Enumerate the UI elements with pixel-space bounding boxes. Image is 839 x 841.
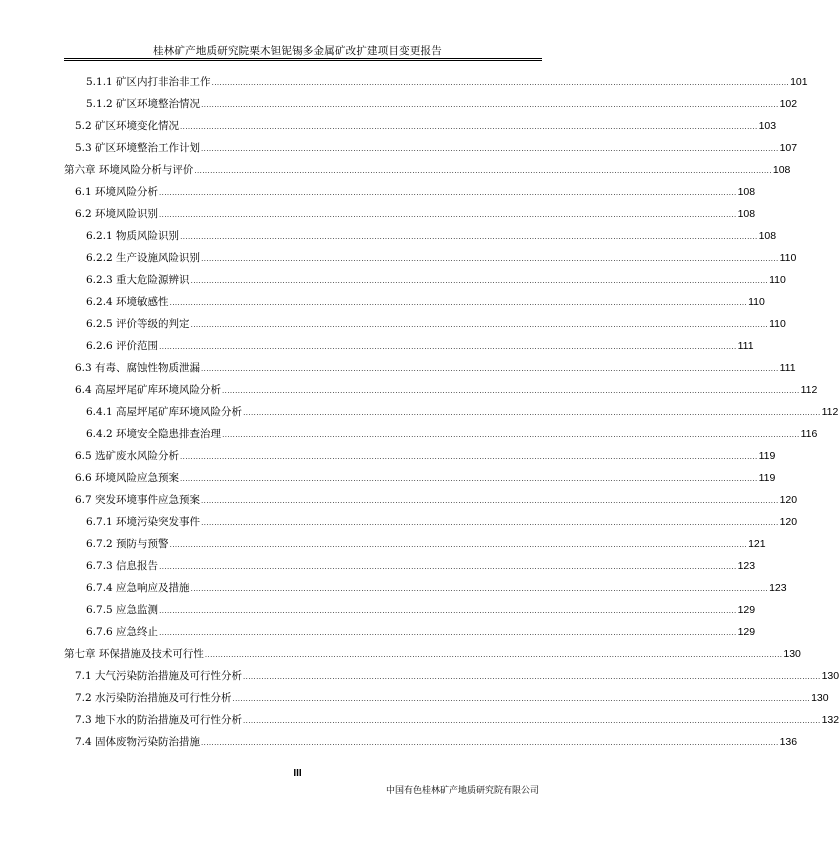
toc-entry-page: 102 bbox=[779, 98, 798, 110]
toc-entry-page: 110 bbox=[769, 318, 786, 330]
toc-entry-page: 129 bbox=[737, 604, 756, 616]
toc-leader-dots: ............................................................................................................................................................................................................................ bbox=[180, 233, 758, 241]
toc-entry[interactable] bbox=[86, 404, 839, 418]
header-divider-thin bbox=[64, 60, 542, 61]
toc-entry[interactable] bbox=[86, 294, 765, 308]
toc-leader-dots: ............................................................................................................................................................................................................................ bbox=[243, 409, 821, 417]
toc-leader-dots: ............................................................................................................................................................................................................................ bbox=[201, 255, 779, 263]
toc-entry-page: 123 bbox=[769, 582, 787, 594]
toc-leader-dots: ............................................................................................................................................................................................................................ bbox=[194, 167, 772, 175]
toc-entry-page: 110 bbox=[769, 274, 786, 286]
toc-entry-label: 6.7.2 预防与预警 bbox=[86, 538, 169, 550]
header-divider bbox=[64, 58, 542, 59]
toc-leader-dots: ............................................................................................................................................................................................................................ bbox=[159, 629, 737, 637]
toc-entry-label: 第七章 环保措施及技术可行性 bbox=[64, 648, 204, 660]
toc-entry-page: 108 bbox=[758, 230, 777, 242]
toc-entry-label: 5.2 矿区环境变化情况 bbox=[75, 120, 180, 132]
toc-entry-label: 6.2.1 物质风险识别 bbox=[86, 230, 180, 242]
toc-entry-label: 6.7.1 环境污染突发事件 bbox=[86, 516, 201, 528]
toc-entry-label: 7.4 固体废物污染防治措施 bbox=[75, 736, 201, 748]
toc-entry-page: 103 bbox=[758, 120, 777, 132]
toc-leader-dots: ............................................................................................................................................................................................................................ bbox=[180, 453, 758, 461]
toc-entry-label: 6.2.2 生产设施风险识别 bbox=[86, 252, 201, 264]
toc-entry-label: 6.2 环境风险识别 bbox=[75, 208, 159, 220]
toc-entry[interactable] bbox=[75, 140, 798, 154]
toc-leader-dots: ............................................................................................................................................................................................................................ bbox=[159, 211, 737, 219]
toc-leader-dots: ............................................................................................................................................................................................................................ bbox=[180, 475, 758, 483]
toc-entry[interactable] bbox=[86, 426, 818, 440]
toc-leader-dots: ............................................................................................................................................................................................................................ bbox=[232, 695, 811, 703]
toc-entry-label: 6.2.3 重大危险源辨识 bbox=[86, 274, 190, 286]
toc-entry-page: 119 bbox=[758, 472, 776, 484]
toc-entry[interactable] bbox=[75, 184, 756, 198]
toc-entry-page: 130 bbox=[821, 670, 839, 682]
toc-entry-label: 6.5 选矿废水风险分析 bbox=[75, 450, 180, 462]
toc-entry[interactable] bbox=[75, 206, 756, 220]
toc-entry[interactable] bbox=[64, 162, 791, 176]
toc-leader-dots: ............................................................................................................................................................................................................................ bbox=[201, 365, 779, 373]
toc-entry-page: 112 bbox=[821, 406, 839, 418]
toc-entry[interactable] bbox=[86, 514, 798, 528]
toc-entry-page: 108 bbox=[737, 186, 756, 198]
toc-entry-page: 108 bbox=[737, 208, 756, 220]
toc-entry-page: 112 bbox=[800, 384, 818, 396]
toc-leader-dots: ............................................................................................................................................................................................................................ bbox=[243, 673, 821, 681]
toc-entry-label: 7.3 地下水的防治措施及可行性分析 bbox=[75, 714, 243, 726]
toc-leader-dots: ............................................................................................................................................................................................................................ bbox=[159, 189, 737, 197]
toc-entry[interactable] bbox=[75, 712, 839, 726]
toc-entry-page: 110 bbox=[748, 296, 765, 308]
toc-leader-dots: ............................................................................................................................................................................................................................ bbox=[211, 79, 790, 87]
toc-leader-dots: ............................................................................................................................................................................................................................ bbox=[190, 321, 769, 329]
toc-entry-label: 5.1.2 矿区环境整治情况 bbox=[86, 98, 201, 110]
page-number: III bbox=[293, 768, 302, 779]
toc-entry[interactable] bbox=[86, 602, 756, 616]
toc-entry-label: 6.7 突发环境事件应急预案 bbox=[75, 494, 201, 506]
toc-leader-dots: ............................................................................................................................................................................................................................ bbox=[201, 739, 779, 747]
toc-entry-label: 6.7.4 应急响应及措施 bbox=[86, 582, 190, 594]
toc-leader-dots: ............................................................................................................................................................................................................................ bbox=[159, 343, 737, 351]
toc-leader-dots: ............................................................................................................................................................................................................................ bbox=[169, 299, 748, 307]
toc-entry[interactable] bbox=[75, 448, 776, 462]
toc-leader-dots: ............................................................................................................................................................................................................................ bbox=[222, 431, 800, 439]
toc-entry-label: 6.2.5 评价等级的判定 bbox=[86, 318, 190, 330]
toc-entry-label: 6.4 高屋坪尾矿库环境风险分析 bbox=[75, 384, 222, 396]
header-title: 桂林矿产地质研究院栗木钽铌锡多金属矿改扩建项目变更报告 bbox=[153, 45, 442, 57]
toc-entry-label: 6.3 有毒、腐蚀性物质泄漏 bbox=[75, 362, 201, 374]
toc-entry[interactable] bbox=[75, 382, 818, 396]
toc-entry-label: 5.1.1 矿区内打非治非工作 bbox=[86, 76, 211, 88]
toc-entry[interactable] bbox=[75, 492, 798, 506]
toc-entry-label: 6.7.5 应急监测 bbox=[86, 604, 159, 616]
toc-entry-page: 129 bbox=[737, 626, 756, 638]
toc-leader-dots: ............................................................................................................................................................................................................................ bbox=[169, 541, 748, 549]
toc-entry-label: 5.3 矿区环境整治工作计划 bbox=[75, 142, 201, 154]
toc-leader-dots: ............................................................................................................................................................................................................................ bbox=[201, 497, 779, 505]
toc-leader-dots: ............................................................................................................................................................................................................................ bbox=[180, 123, 758, 131]
toc-entry[interactable] bbox=[64, 646, 801, 660]
toc-entry-page: 132 bbox=[821, 714, 839, 726]
toc-entry-page: 121 bbox=[748, 538, 766, 550]
toc-entry-page: 111 bbox=[737, 340, 754, 352]
toc-entry-page: 120 bbox=[779, 516, 798, 528]
toc-entry-page: 130 bbox=[783, 648, 801, 660]
toc-entry-label: 第六章 环境风险分析与评价 bbox=[64, 164, 194, 176]
toc-entry[interactable] bbox=[75, 668, 839, 682]
toc-entry[interactable] bbox=[86, 96, 798, 110]
toc-leader-dots: ............................................................................................................................................................................................................................ bbox=[201, 519, 779, 527]
footer-organization: 中国有色桂林矿产地质研究院有限公司 bbox=[385, 786, 539, 796]
toc-leader-dots: ............................................................................................................................................................................................................................ bbox=[201, 101, 779, 109]
toc-leader-dots: ............................................................................................................................................................................................................................ bbox=[159, 607, 737, 615]
toc-leader-dots: ............................................................................................................................................................................................................................ bbox=[190, 277, 769, 285]
toc-entry-label: 7.1 大气污染防治措施及可行性分析 bbox=[75, 670, 243, 682]
toc-entry[interactable] bbox=[86, 624, 756, 638]
toc-entry-label: 6.6 环境风险应急预案 bbox=[75, 472, 180, 484]
toc-entry-label: 7.2 水污染防治措施及可行性分析 bbox=[75, 692, 232, 704]
toc-entry-page: 107 bbox=[779, 142, 798, 154]
toc-entry-label: 6.7.6 应急终止 bbox=[86, 626, 159, 638]
toc-entry[interactable] bbox=[75, 360, 796, 374]
toc-entry-label: 6.4.2 环境安全隐患排查治理 bbox=[86, 428, 222, 440]
toc-entry[interactable] bbox=[86, 580, 787, 594]
toc-entry[interactable] bbox=[86, 272, 786, 286]
toc-entry-label: 6.4.1 高屋坪尾矿库环境风险分析 bbox=[86, 406, 243, 418]
toc-entry-page: 119 bbox=[758, 450, 776, 462]
toc-entry[interactable] bbox=[86, 536, 766, 550]
toc-entry-page: 111 bbox=[779, 362, 796, 374]
toc-entry-page: 101 bbox=[790, 76, 808, 88]
toc-leader-dots: ............................................................................................................................................................................................................................ bbox=[243, 717, 821, 725]
toc-entry-label: 6.2.4 环境敏感性 bbox=[86, 296, 169, 308]
toc-leader-dots: ............................................................................................................................................................................................................................ bbox=[159, 563, 737, 571]
toc-entry[interactable] bbox=[75, 470, 776, 484]
toc-entry[interactable] bbox=[75, 690, 829, 704]
toc-entry-page: 123 bbox=[737, 560, 756, 572]
toc-entry-page: 136 bbox=[779, 736, 798, 748]
toc-leader-dots: ............................................................................................................................................................................................................................ bbox=[222, 387, 800, 395]
toc-entry-page: 108 bbox=[772, 164, 791, 176]
toc-entry-page: 130 bbox=[811, 692, 829, 704]
toc-entry[interactable] bbox=[86, 558, 756, 572]
toc-entry-page: 120 bbox=[779, 494, 798, 506]
toc-entry[interactable] bbox=[86, 316, 786, 330]
toc-entry-page: 116 bbox=[800, 428, 818, 440]
toc-entry[interactable] bbox=[86, 338, 754, 352]
toc-entry-label: 6.7.3 信息报告 bbox=[86, 560, 159, 572]
toc-leader-dots: ............................................................................................................................................................................................................................ bbox=[204, 651, 783, 659]
toc-entry[interactable] bbox=[86, 250, 797, 264]
toc-entry[interactable] bbox=[86, 228, 777, 242]
toc-entry[interactable] bbox=[75, 118, 777, 132]
toc-leader-dots: ............................................................................................................................................................................................................................ bbox=[190, 585, 769, 593]
toc-entry[interactable] bbox=[86, 74, 808, 88]
toc-entry-label: 6.1 环境风险分析 bbox=[75, 186, 159, 198]
toc-leader-dots: ............................................................................................................................................................................................................................ bbox=[201, 145, 779, 153]
toc-entry[interactable] bbox=[75, 734, 798, 748]
toc-entry-page: 110 bbox=[779, 252, 797, 264]
toc-entry-label: 6.2.6 评价范围 bbox=[86, 340, 159, 352]
